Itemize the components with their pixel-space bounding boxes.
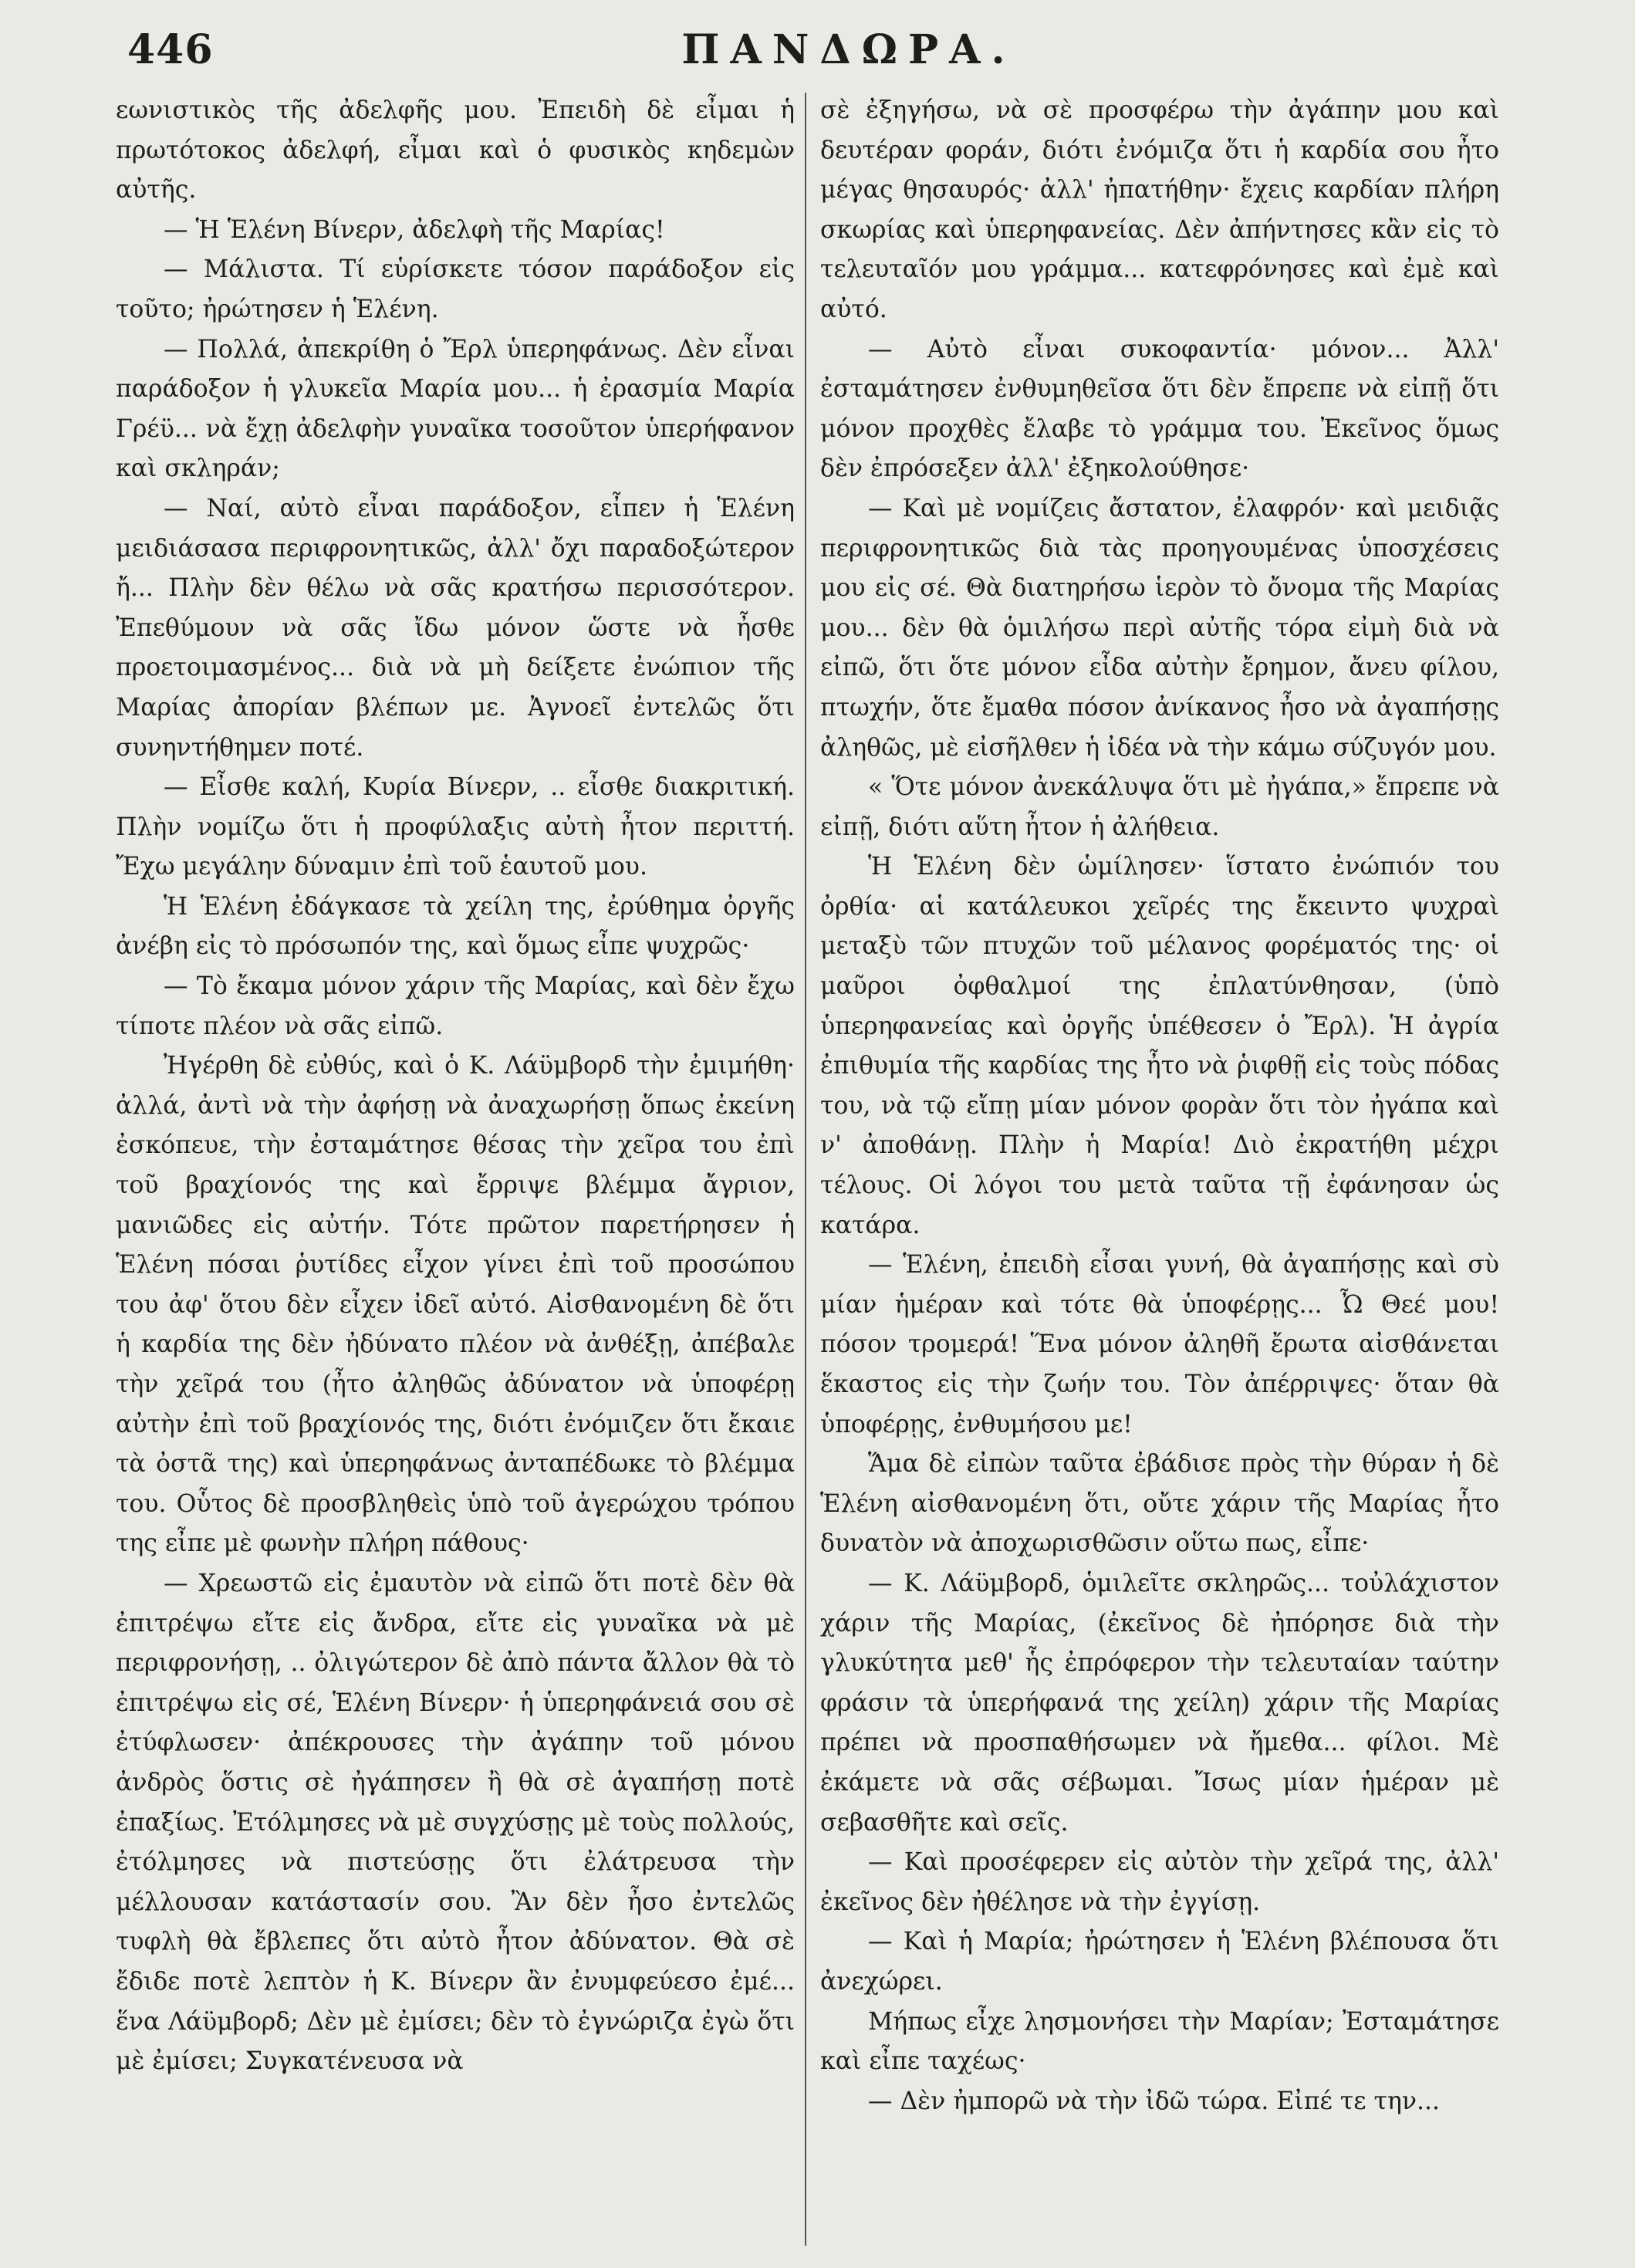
paragraph: — Δὲν ἠμπορῶ νὰ τὴν ἰδῶ τώρα. Εἰπέ τε την... xyxy=(868,2087,1441,2115)
paragraph: σὲ ἐξηγήσω, νὰ σὲ προσφέρω τὴν ἀγάπην μου καὶ δευτέραν φοράν, διότι ἐνόμιζα ὅτι ἡ καρδία σου ἦτο μέγας θησαυρός· ἀλλ' ἠπατήθην· ἔχεις καρδίαν πλήρη σκωρίας καὶ ὑπερηφανείας. Δὲν ἀπήντησες κἂν εἰς τὸ τελευταῖόν μου γράμμα... κατεφρόνησες καὶ ἐμὲ καὶ αὐτό. xyxy=(820,96,1499,323)
paragraph: — Χρεωστῶ εἰς ἐμαυτὸν νὰ εἰπῶ ὅτι ποτὲ δὲν θὰ ἐπιτρέψω εἴτε εἰς ἄνδρα, εἴτε εἰς γυναῖκα νὰ μὲ περιφρονήσῃ, .. ὀλιγώτερον δὲ ἀπὸ πάντα ἄλλον θὰ τὸ ἐπιτρέψω εἰς σέ, Ἑλένη Βίνερν· ἡ ὑπερηφάνειά σου σὲ ἐτύφλωσεν· ἀπέκρουσες τὴν ἀγάπην τοῦ μόνου ἀνδρὸς ὅστις σὲ ἠγάπησεν ἢ θὰ σὲ ἀγαπήσῃ ποτὲ ἐπαξίως. Ἐτόλμησες νὰ μὲ συγχύσῃς μὲ τοὺς πολλούς, ἐτόλμησες νὰ πιστεύσῃς ὅτι ἐλάτρευσα τὴν μέλλουσαν κατάστασίν σου. Ἂν δὲν ἦσο ἐντελῶς τυφλὴ θὰ ἔβλεπες ὅτι αὐτὸ ἦτον ἀδύνατον. Θὰ σὲ ἔδιδε ποτὲ λεπτὸν ἡ Κ. Βίνερν ἂν ἐνυμφεύεσο ἐμέ... ἕνα Λάϋμβορδ; Δὲν μὲ ἐμίσει; δὲν τὸ ἐγνώριζα ἐγὼ ὅτι μὲ ἐμίσει; Συγκατένευσα νὰ xyxy=(116,1569,795,2076)
paragraph: — Εἶσθε καλή, Κυρία Βίνερν, .. εἶσθε διακριτική. Πλὴν νομίζω ὅτι ἡ προφύλαξις αὐτὴ ἦτον περιττή. Ἔχω μεγάλην δύναμιν ἐπὶ τοῦ ἑαυτοῦ μου. xyxy=(116,773,795,881)
paragraph: — Ναί, αὐτὸ εἶναι παράδοξον, εἶπεν ἡ Ἑλένη μειδιάσασα περιφρονητικῶς, ἀλλ' ὄχι παραδοξώτερον ἤ... Πλὴν δὲν θέλω νὰ σᾶς κρατήσω περισσότερον. Ἐπεθύμουν νὰ σᾶς ἴδω μόνον ὥστε νὰ ἦσθε προετοιμασμένος... διὰ νὰ μὴ δείξετε ἐνώπιον τῆς Μαρίας ἀπορίαν βλέπων με. Ἀγνοεῖ ἐντελῶς ὅτι συνηντήθημεν ποτέ. xyxy=(116,494,795,762)
paragraph: « Ὅτε μόνον ἀνεκάλυψα ὅτι μὲ ἠγάπα,» ἔπρεπε νὰ εἰπῇ, διότι αὕτη ἦτον ἡ ἀλήθεια. xyxy=(820,773,1499,841)
paragraph: — Κ. Λάϋμβορδ, ὁμιλεῖτε σκληρῶς... τοὐλάχιστον χάριν τῆς Μαρίας, (ἐκεῖνος δὲ ἠπόρησε διὰ τὴν γλυκύτητα μεθ' ἧς ἐπρόφερον τὴν τελευταίαν ταύτην φράσιν τὰ ὑπερήφανά της χείλη) χάριν τῆς Μαρίας πρέπει νὰ προσπαθήσωμεν νὰ ἤμεθα... φίλοι. Μὲ ἐκάμετε νὰ σᾶς σέβωμαι. Ἴσως μίαν ἡμέραν μὲ σεβασθῆτε καὶ σεῖς. xyxy=(820,1569,1499,1837)
paragraph: — Ἡ Ἑλένη Βίνερν, ἀδελφὴ τῆς Μαρίας! xyxy=(164,215,665,244)
paragraph: Μήπως εἶχε λησμονήσει τὴν Μαρίαν; Ἐσταμάτησε καὶ εἶπε ταχέως· xyxy=(820,2007,1499,2076)
column-divider xyxy=(805,93,806,2246)
paragraph: — Ἑλένη, ἐπειδὴ εἶσαι γυνή, θὰ ἀγαπήσῃς καὶ σὺ μίαν ἡμέραν καὶ τότε θὰ ὑποφέρῃς... Ὦ Θεέ μου! πόσον τρομερά! Ἕνα μόνον ἀληθῆ ἔρωτα αἰσθάνεται ἕκαστος εἰς τὴν ζωήν του. Τὸν ἀπέρριψες· ὅταν θὰ ὑποφέρῃς, ἐνθυμήσου με! xyxy=(820,1251,1499,1438)
paragraph: Ἡ Ἑλένη ἐδάγκασε τὰ χείλη της, ἐρύθημα ὀργῆς ἀνέβη εἰς τὸ πρόσωπόν της, καὶ ὅμως εἶπε ψυχρῶς· xyxy=(116,892,795,961)
paragraph: — Αὐτὸ εἶναι συκοφαντία· μόνον... Ἀλλ' ἐσταμάτησεν ἐνθυμηθεῖσα ὅτι δὲν ἔπρεπε νὰ εἰπῇ ὅτι μόνον προχθὲς ἔλαβε τὸ γράμμα του. Ἐκεῖνος ὅμως δὲν ἐπρόσεξεν ἀλλ' ἐξηκολούθησε· xyxy=(820,335,1499,483)
page-number: 446 xyxy=(127,26,214,73)
paragraph: Ἠγέρθη δὲ εὐθύς, καὶ ὁ Κ. Λάϋμβορδ τὴν ἐμιμήθη· ἀλλά, ἀντὶ νὰ τὴν ἀφήσῃ νὰ ἀναχωρήσῃ ὅπως ἐκείνη ἐσκόπευε, τὴν ἐσταμάτησε θέσας τὴν χεῖρα του ἐπὶ τοῦ βραχίονός της καὶ ἔρριψε βλέμμα ἄγριον, μανιῶδες εἰς αὐτήν. Τότε πρῶτον παρετήρησεν ἡ Ἑλένη πόσαι ῥυτίδες εἶχον γίνει ἐπὶ τοῦ προσώπου του ἀφ' ὅτου δὲν εἶχεν ἰδεῖ αὐτό. Αἰσθανομένη δὲ ὅτι ἡ καρδία της δὲν ἠδύνατο πλέον νὰ ἀνθέξῃ, ἀπέβαλε τὴν χεῖρά του (ἦτο ἀληθῶς ἀδύνατον νὰ ὑποφέρῃ αὐτὴν ἐπὶ τοῦ βραχίονός της, διότι ἐνόμιζεν ὅτι ἔκαιε τὰ ὀστᾶ της) καὶ ὑπερηφάνως ἀνταπέδωκε τὸ βλέμμα του. Οὗτος δὲ προσβληθεὶς ὑπὸ τοῦ ἀγερώχου τρόπου της εἶπε μὲ φωνὴν πλήρη πάθους· xyxy=(116,1052,795,1558)
right-column xyxy=(820,91,1499,2121)
paragraph: εωνιστικὸς τῆς ἀδελφῆς μου. Ἐπειδὴ δὲ εἶμαι ἡ πρωτότοκος ἀδελφή, εἶμαι καὶ ὁ φυσικὸς κηδεμὼν αὐτῆς. xyxy=(116,96,795,204)
journal-title: ΠΑΝΔΩΡΑ. xyxy=(681,26,1016,73)
paragraph: — Τὸ ἔκαμα μόνον χάριν τῆς Μαρίας, καὶ δὲν ἔχω τίποτε πλέον νὰ σᾶς εἰπῶ. xyxy=(116,972,795,1040)
paragraph: Ἡ Ἑλένη δὲν ὡμίλησεν· ἵστατο ἐνώπιόν του ὀρθία· αἱ κατάλευκοι χεῖρές της ἔκειντο ψυχραὶ μεταξὺ τῶν πτυχῶν τοῦ μέλανος φορέματός της· οἱ μαῦροι ὀφθαλμοί της ἐπλατύνθησαν, (ὑπὸ ὑπερηφανείας καὶ ὀργῆς ὑπέθεσεν ὁ Ἔρλ). Ἡ ἀγρία ἐπιθυμία τῆς καρδίας της ἦτο νὰ ῥιφθῇ εἰς τοὺς πόδας του, νὰ τῷ εἴπῃ μίαν μόνον φορὰν ὅτι τὸν ἠγάπα καὶ ν' ἀποθάνῃ. Πλὴν ἡ Μαρία! Διὸ ἐκρατήθη μέχρι τέλους. Οἱ λόγοι του μετὰ ταῦτα τῇ ἐφάνησαν ὡς κατάρα. xyxy=(820,853,1499,1239)
paragraph: — Μάλιστα. Τί εὑρίσκετε τόσον παράδοξον εἰς τοῦτο; ἠρώτησεν ἡ Ἑλένη. xyxy=(116,255,795,323)
paragraph: Ἅμα δὲ εἰπὼν ταῦτα ἐβάδισε πρὸς τὴν θύραν ἡ δὲ Ἑλένη αἰσθανομένη ὅτι, οὔτε χάριν τῆς Μαρίας ἦτο δυνατὸν νὰ ἀποχωρισθῶσιν οὕτω πως, εἶπε· xyxy=(820,1450,1499,1558)
paragraph: — Πολλά, ἀπεκρίθη ὁ Ἔρλ ὑπερηφάνως. Δὲν εἶναι παράδοξον ἡ γλυκεῖα Μαρία μου... ἡ ἐρασμία Μαρία Γρέϋ... νὰ ἔχῃ ἀδελφὴν γυναῖκα τοσοῦτον ὑπερήφανον καὶ σκληράν; xyxy=(116,335,795,483)
paragraph: — Καὶ προσέφερεν εἰς αὐτὸν τὴν χεῖρά της, ἀλλ' ἐκεῖνος δὲν ἠθέλησε νὰ τὴν ἐγγίσῃ. xyxy=(820,1848,1499,1916)
left-column xyxy=(116,91,795,2082)
paragraph: — Καὶ ἡ Μαρία; ἠρώτησεν ἡ Ἑλένη βλέπουσα ὅτι ἀνεχώρει. xyxy=(820,1928,1499,1996)
paragraph: — Καὶ μὲ νομίζεις ἄστατον, ἐλαφρόν· καὶ μειδιᾷς περιφρονητικῶς διὰ τὰς προηγουμένας ὑποσχέσεις μου εἰς σέ. Θὰ διατηρήσω ἱερὸν τὸ ὄνομα τῆς Μαρίας μου... δὲν θὰ ὁμιλήσω περὶ αὐτῆς τόρα εἰμὴ διὰ νὰ εἰπῶ, ὅτι ὅτε μόνον εἶδα αὐτὴν ἔρημον, ἄνευ φίλου, πτωχήν, ὅτε ἔμαθα πόσον ἀνίκανος ἦσο νὰ ἀγαπήσῃς ἀληθῶς, μὲ εἰσῆλθεν ἡ ἰδέα νὰ τὴν κάμω σύζυγόν μου. xyxy=(820,494,1499,762)
page-header xyxy=(127,22,1570,91)
